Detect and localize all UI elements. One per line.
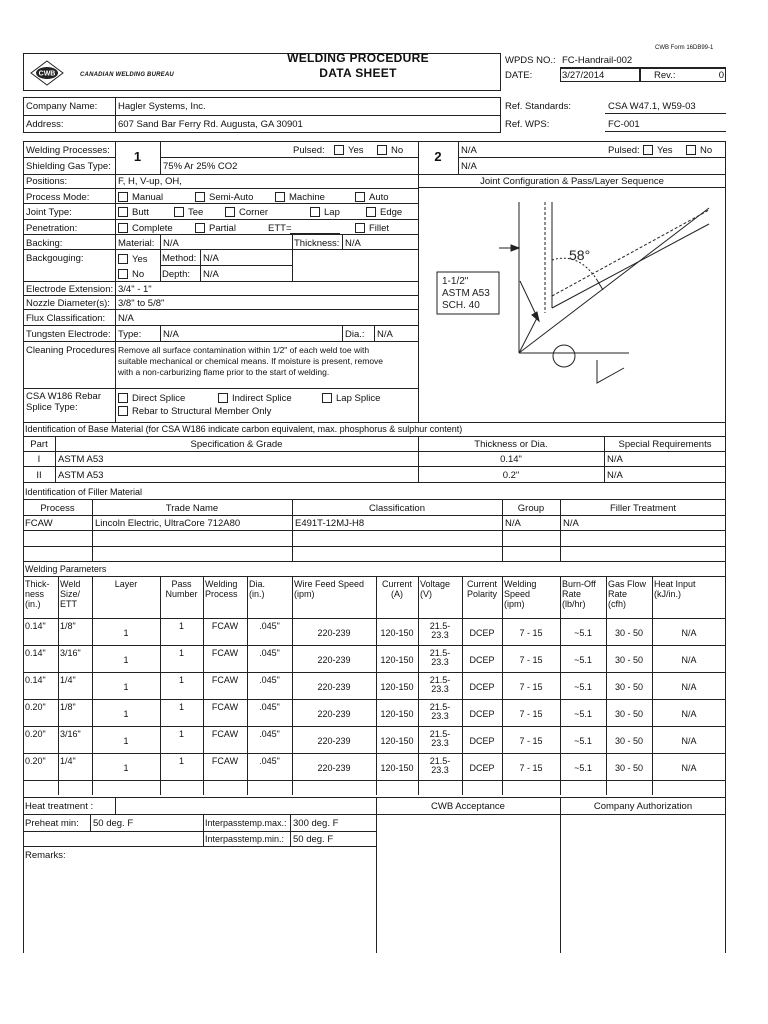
params-header-1-line-1: Size/ — [60, 589, 81, 599]
base-row-2-spec: ASTM A53 — [58, 470, 104, 481]
address-value: 607 Sand Bar Ferry Rd. Augusta, GA 30901 — [118, 119, 303, 130]
params-row-0-wfs: 220-239 — [317, 628, 351, 638]
interpass-max-value: 300 deg. F — [293, 818, 339, 829]
depth-label: Depth: — [162, 269, 190, 280]
weld-pass-circle — [553, 345, 575, 367]
params-header-1-line-0: Weld — [60, 579, 81, 589]
params-header-10-line-2: (ipm) — [504, 599, 525, 609]
params-header-4-line-1: Process — [205, 589, 238, 599]
params-header-5-line-0: Dia. — [249, 579, 266, 589]
params-row-4-current: 120-150 — [380, 736, 414, 746]
params-row-1-layer: 1 — [123, 655, 129, 665]
base-row-1-part: I — [37, 454, 41, 465]
base-row-1-special: N/A — [607, 454, 623, 465]
tungsten-type-value: N/A — [163, 329, 179, 340]
params-row-2-speed: 7 - 15 — [519, 682, 543, 692]
ref-standards-label: Ref. Standards: — [505, 101, 572, 112]
backing-thickness-label: Thickness: — [294, 238, 340, 249]
params-row-3-dia: .045" — [259, 702, 280, 712]
params-row-4-heat: N/A — [681, 736, 697, 746]
params-header-9-line-0: Current — [466, 579, 497, 589]
method-label: Method: — [162, 253, 197, 264]
params-row-5-gas: 30 - 50 — [614, 763, 644, 773]
process2-value1: N/A — [461, 145, 477, 156]
params-row-5-voltage-2: 23.3 — [431, 765, 449, 775]
params-row-0-thick: 0.14" — [25, 621, 46, 631]
params-row-5-voltage-1: 21.5- — [429, 756, 451, 766]
rebar-lap-splice[interactable]: Lap Splice — [322, 393, 380, 404]
params-row-4-thick: 0.20" — [25, 729, 46, 739]
checkbox[interactable] — [334, 145, 344, 155]
params-row-2-thick: 0.14" — [25, 675, 46, 685]
params-row-3-wfs: 220-239 — [317, 709, 351, 719]
tungsten-dia-value: N/A — [377, 329, 393, 340]
params-row-1-weld: 3/16" — [60, 648, 81, 658]
params-row-4-weld: 3/16" — [60, 729, 81, 739]
params-row-5-burn: ~5.1 — [574, 763, 592, 773]
arrow-head — [511, 245, 519, 251]
params-row-2-voltage-2: 23.3 — [431, 684, 449, 694]
params-header-1-line-2: ETT — [60, 599, 77, 609]
backgouging-label: Backgouging: — [26, 253, 84, 264]
params-row-2-heat: N/A — [681, 682, 697, 692]
rev-value: 0 — [718, 70, 724, 81]
base-row-1-thickness: 0.14" — [500, 454, 522, 465]
joint-lap[interactable]: Lap — [310, 207, 340, 218]
params-header-11-line-0: Burn-Off — [562, 579, 596, 589]
params-row-1-current: 120-150 — [380, 655, 414, 665]
rev-label: Rev.: — [654, 70, 676, 81]
filler-header-class: Classification — [369, 503, 425, 514]
filler-row-1-process: FCAW — [25, 518, 53, 529]
joint-butt[interactable]: Butt — [118, 207, 149, 218]
params-row-2-weld: 1/4" — [60, 675, 76, 685]
params-row-4-dia: .045" — [259, 729, 280, 739]
params-header-0-line-0: Thick- — [25, 579, 50, 589]
params-row-4-burn: ~5.1 — [574, 736, 592, 746]
process2-pulsed-yes[interactable]: Yes — [643, 145, 673, 156]
ref-wps-label: Ref. WPS: — [505, 119, 550, 130]
params-row-1-polarity: DCEP — [469, 655, 495, 665]
base-header-part: Part — [30, 439, 48, 450]
pipe-line-2: ASTM A53 — [442, 288, 490, 299]
backgouging-yes[interactable]: Yes — [118, 254, 148, 265]
params-row-4-wfs: 220-239 — [317, 736, 351, 746]
pipe-line-1: 1-1/2" — [442, 276, 469, 287]
backing-thickness-value: N/A — [345, 238, 361, 249]
params-row-1-wfs: 220-239 — [317, 655, 351, 665]
params-row-1-process: FCAW — [211, 648, 239, 658]
title-line1: WELDING PROCEDURE — [287, 51, 429, 65]
params-row-3-pass: 1 — [178, 702, 184, 712]
wpds-value: FC-Handrail-002 — [562, 55, 633, 66]
params-row-0-current: 120-150 — [380, 628, 414, 638]
filler-row-1-class: E491T-12MJ-H8 — [295, 518, 365, 529]
params-header-13-line-0: Heat Input — [654, 579, 696, 589]
params-header-2-line-0: Layer — [114, 579, 138, 589]
company-label: Company Name: — [26, 101, 98, 112]
params-row-3-voltage-1: 21.5- — [429, 702, 451, 712]
params-row-2-dia: .045" — [259, 675, 280, 685]
params-row-5-heat: N/A — [681, 763, 697, 773]
filler-row-1-group: N/A — [505, 518, 521, 529]
params-row-1-voltage-2: 23.3 — [431, 657, 449, 667]
params-row-5-current: 120-150 — [380, 763, 414, 773]
interpass-min-label: Interpasstemp.min.: — [205, 834, 285, 844]
penetration-label: Penetration: — [26, 223, 78, 234]
mode-manual[interactable]: Manual — [118, 192, 163, 203]
params-header-6-line-1: (ipm) — [294, 589, 315, 599]
process1-pulsed-no[interactable]: No — [377, 145, 403, 156]
params-header-7-line-1: (A) — [391, 589, 403, 599]
params-header-12-line-2: (cfh) — [608, 599, 626, 609]
cleaning-line-2: suitable mechanical or chemical means. If moisture is present, remove — [118, 356, 384, 366]
params-row-1-pass: 1 — [178, 648, 184, 658]
wpds-label: WPDS NO.: — [505, 55, 556, 66]
params-row-0-pass: 1 — [178, 621, 184, 631]
backgouging-no[interactable]: No — [118, 269, 144, 280]
params-row-4-voltage-1: 21.5- — [429, 729, 451, 739]
params-row-2-process: FCAW — [211, 675, 239, 685]
params-row-2-pass: 1 — [178, 675, 184, 685]
params-header-11-line-1: Rate — [562, 589, 582, 599]
backing-label: Backing: — [26, 238, 63, 249]
rebar-label-1: CSA W186 Rebar — [26, 391, 101, 402]
shielding-gas-label: Shielding Gas Type: — [26, 161, 111, 172]
rebar-direct-splice[interactable]: Direct Splice — [118, 393, 185, 404]
params-row-5-layer: 1 — [123, 763, 129, 773]
ref-standards-value: CSA W47.1, W59-03 — [608, 101, 696, 112]
params-header-9-line-1: Polarity — [466, 589, 497, 599]
filler-row-1-trade: Lincoln Electric, UltraCore 712A80 — [95, 518, 241, 529]
cwb-logo — [30, 60, 64, 86]
params-row-1-voltage-1: 21.5- — [429, 648, 451, 658]
backing-material-label: Material: — [118, 238, 155, 249]
params-row-5-speed: 7 - 15 — [519, 763, 543, 773]
logo-text: CWB — [38, 70, 56, 78]
positions-value: F, H, V-up, OH, — [118, 176, 182, 187]
process2-pulsed-no[interactable]: No — [686, 145, 712, 156]
params-row-0-layer: 1 — [123, 628, 129, 638]
params-header-12-line-0: Gas Flow — [608, 579, 647, 589]
electrode-extension-label: Electrode Extension: — [26, 284, 114, 295]
params-header-4-line-0: Welding — [205, 579, 238, 589]
angle-label: 58° — [569, 247, 591, 263]
params-row-2-current: 120-150 — [380, 682, 414, 692]
params-header-8-line-1: (V) — [420, 589, 432, 599]
company-authorization-label: Company Authorization — [593, 801, 693, 812]
params-row-2-burn: ~5.1 — [574, 682, 592, 692]
heat-treatment-label: Heat treatment : — [25, 801, 94, 812]
params-header-12-line-1: Rate — [608, 589, 628, 599]
params-row-4-layer: 1 — [123, 736, 129, 746]
filler-header-treatment: Filler Treatment — [610, 503, 676, 514]
pipe-line-3: SCH. 40 — [442, 300, 480, 311]
params-row-3-layer: 1 — [123, 709, 129, 719]
params-row-2-wfs: 220-239 — [317, 682, 351, 692]
penetration-fillet[interactable]: Fillet — [355, 223, 389, 234]
interpass-min-value: 50 deg. F — [293, 834, 334, 845]
checkbox[interactable] — [377, 145, 387, 155]
title-line2: DATA SHEET — [319, 66, 397, 80]
rebar-structural-member[interactable]: Rebar to Structural Member Only — [118, 406, 271, 417]
base-header-thickness: Thickness or Dia. — [474, 439, 548, 450]
checkbox[interactable] — [686, 145, 696, 155]
logo-org-name: CANADIAN WELDING BUREAU — [80, 72, 174, 78]
filler-header-process: Process — [40, 503, 75, 514]
params-row-5-polarity: DCEP — [469, 763, 495, 773]
params-header-3-line-1: Number — [165, 589, 198, 599]
params-row-4-gas: 30 - 50 — [614, 736, 644, 746]
params-row-3-gas: 30 - 50 — [614, 709, 644, 719]
penetration-complete[interactable]: Complete — [118, 223, 173, 234]
tungsten-type-label: Type: — [118, 329, 142, 340]
rebar-indirect-splice[interactable]: Indirect Splice — [218, 393, 292, 404]
penetration-ett-label: ETT= — [268, 223, 292, 234]
params-row-4-polarity: DCEP — [469, 736, 495, 746]
date-box — [560, 68, 640, 82]
mode-machine[interactable]: Machine — [275, 192, 325, 203]
params-header-13-line-1: (kJ/in.) — [654, 589, 681, 599]
joint-config-label: Joint Configuration & Pass/Layer Sequence — [480, 176, 664, 187]
params-row-5-process: FCAW — [211, 756, 239, 766]
params-header-8-line-0: Voltage — [420, 579, 451, 589]
joint-type-label: Joint Type: — [26, 207, 72, 218]
params-row-4-pass: 1 — [178, 729, 184, 739]
params-row-3-thick: 0.20" — [25, 702, 46, 712]
cleaning-line-3: with a non-carburizing flame prior to the start of welding. — [118, 367, 330, 377]
mode-semi-auto[interactable]: Semi-Auto — [195, 192, 253, 203]
params-row-0-heat: N/A — [681, 628, 697, 638]
params-row-5-wfs: 220-239 — [317, 763, 351, 773]
address-label: Address: — [26, 119, 64, 130]
params-row-1-gas: 30 - 50 — [614, 655, 644, 665]
joint-corner[interactable]: Corner — [225, 207, 268, 218]
weld-face — [519, 316, 538, 353]
params-row-0-burn: ~5.1 — [574, 628, 592, 638]
params-row-2-gas: 30 - 50 — [614, 682, 644, 692]
params-title: Welding Parameters — [25, 564, 107, 574]
method-value: N/A — [203, 253, 219, 264]
params-row-0-gas: 30 - 50 — [614, 628, 644, 638]
process1-gas: 75% Ar 25% CO2 — [163, 161, 238, 172]
params-header-0-line-1: ness — [25, 589, 45, 599]
tungsten-label: Tungsten Electrode: — [26, 329, 111, 340]
backing-material-value: N/A — [163, 238, 179, 249]
depth-value: N/A — [203, 269, 219, 280]
params-row-3-speed: 7 - 15 — [519, 709, 543, 719]
base-header-spec: Specification & Grade — [190, 439, 283, 450]
params-row-3-polarity: DCEP — [469, 709, 495, 719]
cwb-acceptance-label: CWB Acceptance — [431, 801, 505, 812]
params-row-4-process: FCAW — [211, 729, 239, 739]
params-row-0-polarity: DCEP — [469, 628, 495, 638]
params-row-0-voltage-1: 21.5- — [429, 621, 451, 631]
params-row-3-process: FCAW — [211, 702, 239, 712]
interpass-max-label: Interpasstemp.max.: — [205, 818, 287, 828]
base-row-2-part: II — [36, 470, 42, 481]
params-row-3-weld: 1/8" — [60, 702, 76, 712]
params-row-5-thick: 0.20" — [25, 756, 46, 766]
filler-header-trade: Trade Name — [165, 503, 219, 514]
params-row-0-dia: .045" — [259, 621, 280, 631]
filler-header-group: Group — [517, 503, 545, 514]
flux-classification-label: Flux Classification: — [26, 313, 106, 324]
flux-classification-value: N/A — [118, 313, 134, 324]
process-mode-label: Process Mode: — [26, 192, 90, 203]
nozzle-diameter-value: 3/8" to 5/8" — [118, 298, 165, 309]
base-material-title: Identification of Base Material (for CSA W186 indicate carbon equivalent, max. phosphorus & sulphur content) — [25, 424, 463, 434]
base-row-1-spec: ASTM A53 — [58, 454, 104, 465]
process1-pulsed-yes[interactable]: Yes — [334, 145, 364, 156]
params-header-0-line-2: (in.) — [25, 599, 41, 609]
params-row-5-pass: 1 — [178, 756, 184, 766]
params-row-1-thick: 0.14" — [25, 648, 46, 658]
tungsten-dia-label: Dia.: — [345, 329, 365, 340]
process2-value2: N/A — [461, 161, 477, 172]
filler-row-1-treatment: N/A — [563, 518, 579, 529]
base-row-2-thickness: 0.2" — [502, 470, 520, 481]
remarks-label: Remarks: — [25, 850, 66, 861]
cleaning-line-1: Remove all surface contamination within 1/2" of each weld toe with — [118, 345, 370, 355]
params-row-0-voltage-2: 23.3 — [431, 630, 449, 640]
mode-auto[interactable]: Auto — [355, 192, 389, 203]
checkbox[interactable] — [643, 145, 653, 155]
params-row-3-voltage-2: 23.3 — [431, 711, 449, 721]
process2-pulsed-label: Pulsed: — [608, 145, 640, 156]
preheat-value: 50 deg. F — [93, 818, 134, 829]
params-header-10-line-0: Welding — [504, 579, 537, 589]
params-header-6-line-0: Wire Feed Speed — [294, 579, 365, 589]
process1-number: 1 — [133, 149, 142, 164]
params-row-4-speed: 7 - 15 — [519, 736, 543, 746]
weld-symbol — [597, 360, 624, 383]
filler-title: Identification of Filler Material — [25, 487, 143, 497]
params-row-3-burn: ~5.1 — [574, 709, 592, 719]
preheat-label: Preheat min: — [25, 818, 79, 829]
params-row-5-dia: .045" — [259, 756, 280, 766]
process2-number: 2 — [434, 149, 442, 164]
params-row-1-speed: 7 - 15 — [519, 655, 543, 665]
params-row-4-voltage-2: 23.3 — [431, 738, 449, 748]
date-label: DATE: — [505, 70, 533, 81]
rebar-label-2: Splice Type: — [26, 402, 78, 413]
params-row-3-heat: N/A — [681, 709, 697, 719]
params-header-7-line-0: Current — [381, 579, 412, 589]
electrode-extension-value: 3/4" - 1" — [118, 284, 152, 295]
date-value: 3/27/2014 — [562, 70, 605, 81]
params-row-1-burn: ~5.1 — [574, 655, 592, 665]
nozzle-diameter-label: Nozzle Diameter(s): — [26, 298, 110, 309]
positions-label: Positions: — [26, 176, 68, 187]
ref-wps-value: FC-001 — [608, 119, 640, 130]
process1-pulsed-label: Pulsed: — [293, 145, 325, 156]
rev-box — [640, 68, 726, 82]
params-row-2-polarity: DCEP — [469, 682, 495, 692]
params-row-1-dia: .045" — [259, 648, 280, 658]
params-row-0-weld: 1/8" — [60, 621, 76, 631]
params-row-2-voltage-1: 21.5- — [429, 675, 451, 685]
params-row-2-layer: 1 — [123, 682, 129, 692]
branch-lower — [519, 208, 709, 353]
form-code: CWB Form 16DB99-1 — [655, 45, 714, 51]
params-row-0-speed: 7 - 15 — [519, 628, 543, 638]
joint-edge[interactable]: Edge — [366, 207, 402, 218]
company-value: Hagler Systems, Inc. — [118, 101, 206, 112]
base-row-2-special: N/A — [607, 470, 623, 481]
params-row-3-current: 120-150 — [380, 709, 414, 719]
params-row-0-process: FCAW — [211, 621, 239, 631]
params-header-5-line-1: (in.) — [249, 589, 265, 599]
base-header-special: Special Requirements — [618, 439, 712, 450]
welding-processes-label: Welding Processes: — [26, 145, 110, 156]
joint-diagram — [419, 188, 725, 422]
cleaning-label: Cleaning Procedures — [26, 345, 115, 356]
params-header-3-line-0: Pass — [171, 579, 192, 589]
branch-upper — [552, 224, 709, 308]
leader-arrow — [532, 312, 539, 321]
penetration-partial[interactable]: Partial — [195, 223, 236, 234]
params-row-1-heat: N/A — [681, 655, 697, 665]
joint-tee[interactable]: Tee — [174, 207, 203, 218]
params-header-10-line-1: Speed — [504, 589, 531, 599]
params-header-11-line-2: (lb/hr) — [562, 599, 586, 609]
params-row-5-weld: 1/4" — [60, 756, 76, 766]
